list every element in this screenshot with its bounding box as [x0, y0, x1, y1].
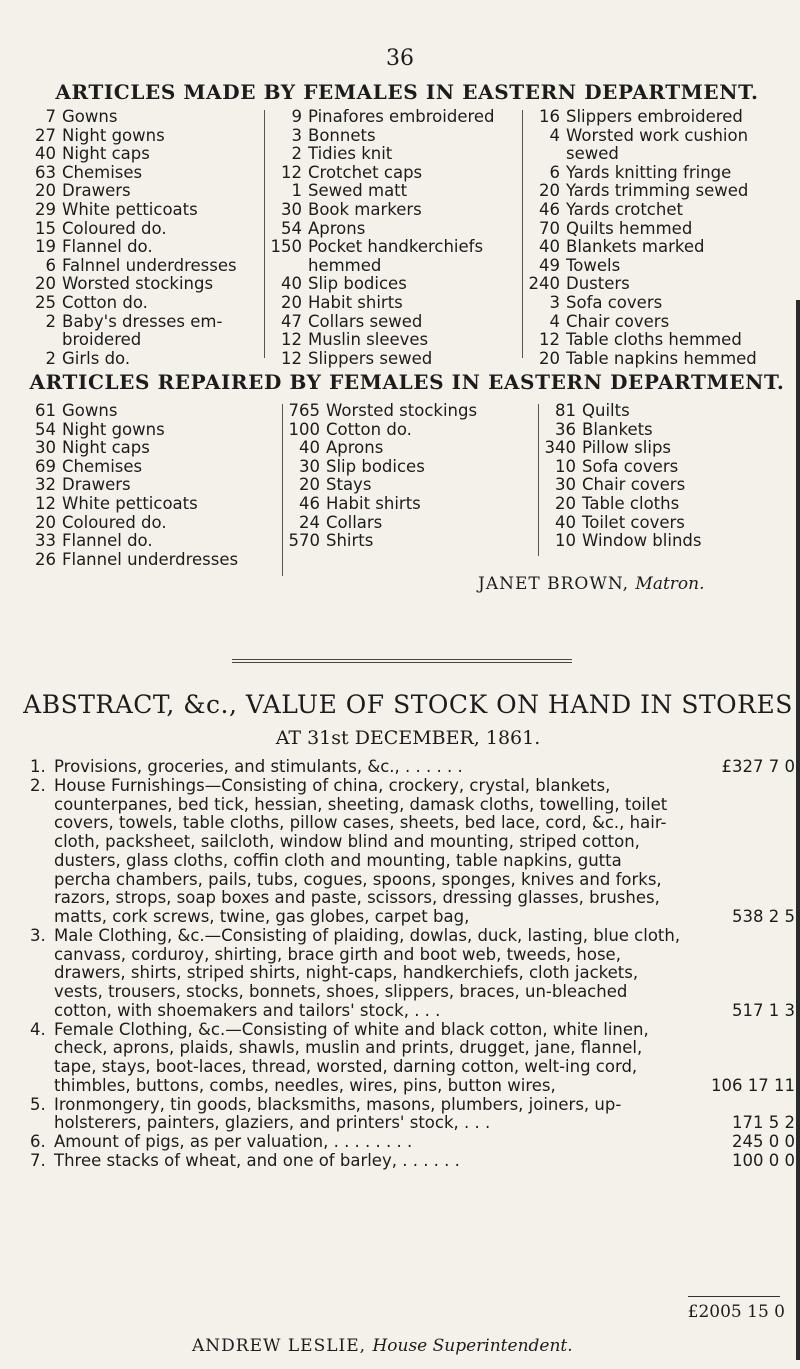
abstract-item: 3. Male Clothing, &c.—Consisting of plaiding, dowlas, duck, lasting, blue cloth, canvass, corduroy, shirting, brace girth and boot web, tweeds, hose, drawers, shirts, striped shirts, night-caps, handkerchiefs, cloth jackets, vests, trousers, stocks, bonnets, shoes, slippers, braces, un-bleached cotton, with shoemakers and tailors' stock, . . . 517 1 3 — [30, 925, 795, 1020]
total-rule — [688, 1296, 780, 1297]
list-item: 100 Cotton do. — [288, 419, 412, 439]
list-item: 30 Night caps — [35, 438, 150, 458]
list-item: 1 Sewed matt — [291, 181, 408, 201]
list-item: 54 Aprons — [281, 218, 366, 238]
amount: 106 17 11 — [711, 1075, 795, 1095]
column-divider — [264, 110, 265, 358]
list-item: 570 Shirts — [288, 531, 374, 551]
made-col-1 — [24, 108, 260, 368]
list-item: 4 Worsted work cushion sewed — [549, 125, 749, 164]
repaired-col-2 — [288, 402, 533, 551]
list-item: 19 Flannel do. — [35, 237, 153, 257]
list-item: 3 Sofa covers — [549, 292, 663, 312]
abstract-item: 6. Amount of pigs, as per valuation, . . . . . . . . 245 0 0 — [30, 1132, 795, 1151]
column-divider — [538, 404, 539, 556]
list-item: 20 Table napkins hemmed — [539, 348, 757, 368]
list-item: 15 Coloured do. — [35, 218, 167, 238]
repaired-col-3 — [544, 402, 784, 551]
list-item: 33 Flannel do. — [35, 531, 153, 551]
list-item: 20 Table cloths — [555, 493, 680, 513]
amount: 517 1 3 — [732, 1000, 795, 1020]
list-item: 46 Yards crotchet — [539, 199, 683, 219]
list-item: 12 Slippers sewed — [281, 348, 433, 368]
abstract-item: 5. Ironmongery, tin goods, blacksmiths, masons, plumbers, joiners, up-holsterers, painters, glaziers, and printers' stock, . . . 171 5 2 — [30, 1094, 795, 1133]
list-item: 36 Blankets — [555, 419, 653, 439]
abstract-title: ABSTRACT, &c., VALUE OF STOCK ON HAND IN STORES — [23, 690, 793, 719]
abstract-total: £2005 15 0 — [687, 1302, 785, 1322]
section-divider — [232, 662, 572, 663]
made-col-2 — [270, 108, 520, 368]
list-item: 16 Slippers embroidered — [539, 108, 743, 126]
list-item: 20 Habit shirts — [281, 292, 403, 312]
made-col-3 — [528, 108, 790, 368]
list-item: 70 Quilts hemmed — [539, 218, 693, 238]
signature-name: JANET BROWN, — [478, 574, 630, 594]
list-item: 20 Stays — [299, 475, 372, 495]
list-item: 81 Quilts — [555, 401, 630, 420]
repaired-col-1 — [24, 402, 276, 569]
signature-title: Matron. — [635, 574, 705, 594]
list-item: 340 Pillow slips — [544, 438, 672, 458]
list-item: 40 Blankets marked — [539, 237, 705, 257]
list-item: 24 Collars — [299, 512, 383, 532]
list-item: 2 Girls do. — [45, 348, 131, 368]
list-item: 9 Pinafores embroidered — [291, 107, 495, 126]
signature-title: House Superintendent. — [372, 1336, 573, 1356]
list-item: 30 Chair covers — [555, 475, 686, 495]
list-item: 63 Chemises — [35, 162, 143, 182]
list-item: 30 Book markers — [281, 199, 422, 219]
list-item: 25 Cotton do. — [35, 292, 148, 312]
list-item: 40 Toilet covers — [555, 512, 685, 532]
list-item: 27 Night gowns — [35, 125, 165, 145]
list-item: 46 Habit shirts — [299, 493, 421, 513]
column-divider — [522, 110, 523, 358]
amount: 100 0 0 — [732, 1150, 795, 1170]
list-item: 12 Table cloths hemmed — [539, 330, 742, 350]
list-item: 20 Yards trimming sewed — [539, 181, 749, 201]
list-item: 69 Chemises — [35, 456, 143, 476]
list-item: 40 Aprons — [299, 438, 384, 458]
list-item: 12 Muslin sleeves — [281, 330, 429, 350]
list-item: 12 Crotchet caps — [281, 162, 423, 182]
superintendent-signature — [192, 1336, 573, 1356]
abstract-item: 7. Three stacks of wheat, and one of barley, . . . . . . 100 0 0 — [30, 1150, 795, 1170]
list-item: 240 Dusters — [528, 274, 630, 294]
list-item: 2 Baby's dresses em- broidered — [45, 311, 223, 350]
list-item: 26 Flannel underdresses — [35, 549, 239, 569]
list-item: 40 Night caps — [35, 144, 150, 164]
list-item: 29 White petticoats — [35, 199, 198, 219]
amount: 245 0 0 — [732, 1132, 795, 1151]
repaired-heading: ARTICLES REPAIRED BY FEMALES IN EASTERN DEPARTMENT. — [29, 370, 785, 394]
matron-signature — [478, 574, 705, 594]
list-item: 10 Sofa covers — [555, 456, 679, 476]
list-item: 32 Drawers — [35, 475, 131, 495]
made-heading: ARTICLES MADE BY FEMALES IN EASTERN DEPARTMENT. — [55, 80, 759, 104]
list-item: 2 Tidies knit — [291, 144, 393, 164]
list-item: 47 Collars sewed — [281, 311, 423, 331]
list-item: 10 Window blinds — [555, 531, 702, 551]
list-item: 49 Towels — [539, 255, 621, 275]
amount: 538 2 5 — [732, 907, 795, 926]
list-item: 54 Night gowns — [35, 419, 165, 439]
amount: 171 5 2 — [732, 1113, 795, 1133]
list-item: 12 White petticoats — [35, 493, 198, 513]
abstract-item: 1. Provisions, groceries, and stimulants, &c., . . . . . . £327 7 0 — [30, 757, 795, 776]
list-item: 7 Gowns — [45, 107, 118, 126]
list-item: 61 Gowns — [35, 401, 118, 420]
list-item: 40 Slip bodices — [281, 274, 407, 294]
list-item: 20 Worsted stockings — [35, 274, 214, 294]
page-edge-shadow — [796, 300, 800, 1360]
list-item: 6 Falnnel underdresses — [45, 255, 237, 275]
list-item: 20 Coloured do. — [35, 512, 167, 532]
abstract-item: 2. House Furnishings—Consisting of china, crockery, crystal, blankets, counterpanes, bed tick, hessian, sheeting, damask cloths, towelling, toilet covers, towels, table cloths, pillow cases, sheets, bed lace, cord, &c., hair-cloth, packsheet, sailcloth, window blind and mounting, striped cotton, dusters, glass cloths, coffin cloth and mounting, table napkins, gutta percha chambers, pails, tubs, cogues, spoons, sponges, knives and forks, razors, strops, soap boxes and paste, scissors, dressing glasses, brushes, matts, cork screws, twine, gas globes, carpet bag, 538 2 5 — [30, 775, 795, 926]
list-item: 3 Bonnets — [291, 125, 376, 145]
column-divider — [282, 404, 283, 576]
abstract-subtitle: AT 31st DECEMBER, 1861. — [275, 727, 541, 749]
list-item: 6 Yards knitting fringe — [549, 162, 732, 182]
amount: £327 7 0 — [721, 757, 795, 776]
list-item: 150 Pocket handkerchiefs hemmed — [270, 237, 484, 275]
list-item: 4 Chair covers — [549, 311, 670, 331]
list-item: 30 Slip bodices — [299, 456, 425, 476]
page-number: 36 — [386, 46, 414, 71]
abstract-item: 4. Female Clothing, &c.—Consisting of white and black cotton, white linen, check, aprons, plaids, shawls, muslin and prints, drugget, jane, flannel, tape, stays, boot-laces, thread, worsted, darning cotton, welt-ing cord, thimbles, buttons, combs, needles, wires, pins, button wires, 106 17 11 — [30, 1019, 795, 1095]
list-item: 20 Drawers — [35, 181, 131, 201]
list-item: 765 Worsted stockings — [288, 401, 478, 420]
section-divider — [232, 659, 572, 660]
signature-name: ANDREW LESLIE, — [192, 1336, 367, 1356]
abstract-list — [30, 758, 795, 1171]
